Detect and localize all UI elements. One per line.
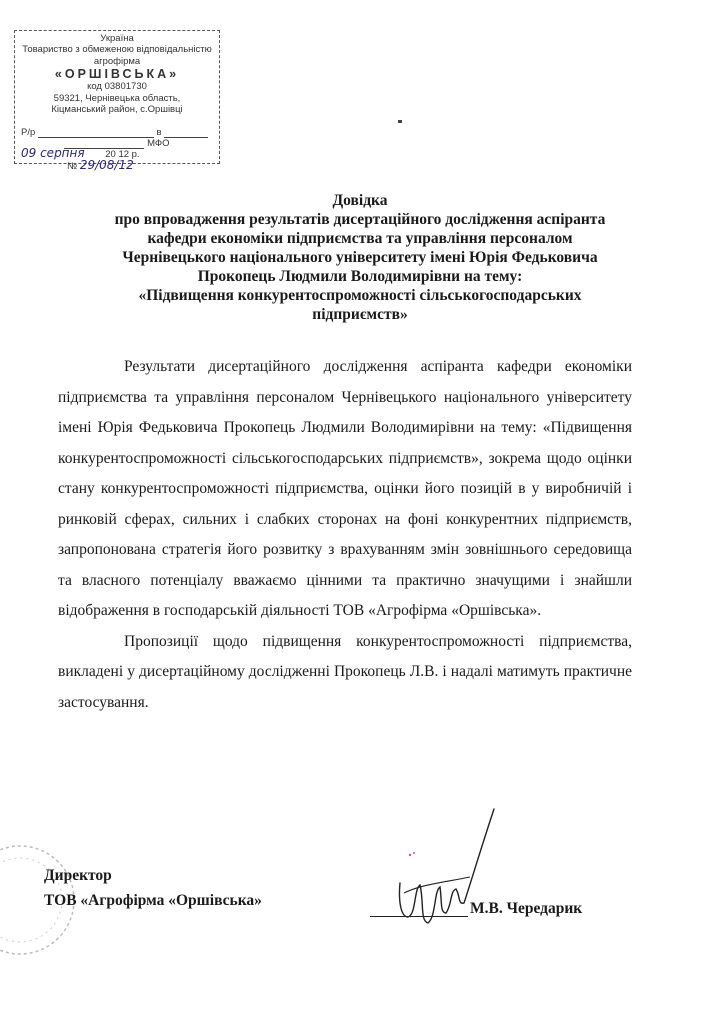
stamp-date-handwritten: 09 серпня (21, 146, 85, 160)
body-paragraph-1: Результати дисертаційного дослідження аспіранта кафедри економіки підприємства та управління персоналом Чернівецького національного університету імені Юрія Федьковича Прокопець Людмили Володимирівни на тему: «Підвищення конкурентоспроможності сільськогосподарських підприємств», зокрема щодо оцінки стану конкурентоспроможності підприємства, оцінки його позицій в у виробничій і ринковій сферах, сильних і слабких сторонах на фоні конкурентних підприємств, запропонована стратегія його розвитку з врахуванням змін зовнішнього середовища та власного потенціалу вважаємо цінними та практично значущими і знайшли відображення в господарській діяльності ТОВ «Агрофірма «Оршівська». (58, 358, 632, 619)
heading-line-3: кафедри економіки підприємства та управління персоналом (147, 230, 573, 247)
stamp-country: Україна (100, 33, 134, 44)
stamp-code: код 03801730 (87, 81, 147, 93)
stray-mark (398, 120, 402, 123)
heading-title: Довідка (332, 192, 388, 209)
stamp-v-line (164, 128, 208, 138)
signatory-name: М.В. Чередарик (470, 900, 583, 917)
stamp-rr-label: Р/р (21, 127, 36, 138)
signature-line (370, 916, 468, 917)
stamp-address-1: 59321, Чернівецька область, (53, 92, 181, 104)
stamp-number-label: № (67, 161, 78, 172)
stamp-org-kind: агрофірма (93, 55, 141, 67)
stamp-v-label: в (156, 127, 162, 138)
stamp-number-row (67, 160, 213, 172)
stamp-org-type: Товариство з обмеженою відповідальністю (22, 44, 212, 56)
document-heading (80, 191, 640, 324)
heading-line-7: підприємств» (312, 306, 408, 323)
corner-stamp (14, 30, 220, 172)
heading-line-6: «Підвищення конкурентоспроможності сільськогосподарських (138, 287, 582, 304)
stamp-account-row (21, 127, 213, 138)
signature-title (44, 863, 262, 913)
stamp-year: 20 12 р. (105, 149, 140, 160)
document-body (58, 352, 632, 718)
body-paragraph-2: Пропозиції щодо підвищення конкурентоспроможності підприємства, викладені у дисертаційному дослідженні Прокопець Л.В. і надалі матимуть практичне застосування. (58, 632, 632, 711)
heading-line-2: про впровадження результатів дисертаційного дослідження аспіранта (114, 211, 606, 228)
heading-line-5: Прокопець Людмили Володимирівни на тему: (197, 268, 523, 285)
stamp-mfo-label: МФО (147, 138, 170, 149)
heading-line-4: Чернівецького національного університету імені Юрія Федьковича (122, 249, 598, 266)
stamp-number-handwritten: 29/08/12 (79, 158, 134, 172)
signatory-company: ТОВ «Агрофірма «Оршівська» (44, 892, 262, 909)
stamp-org-name: «ОРШІВСЬКА» (54, 67, 180, 82)
stamp-rr-line (38, 128, 154, 138)
signatory-position: Директор (44, 867, 112, 884)
stamp-address-2: Кіцманський район, с.Оршівці (51, 104, 183, 116)
